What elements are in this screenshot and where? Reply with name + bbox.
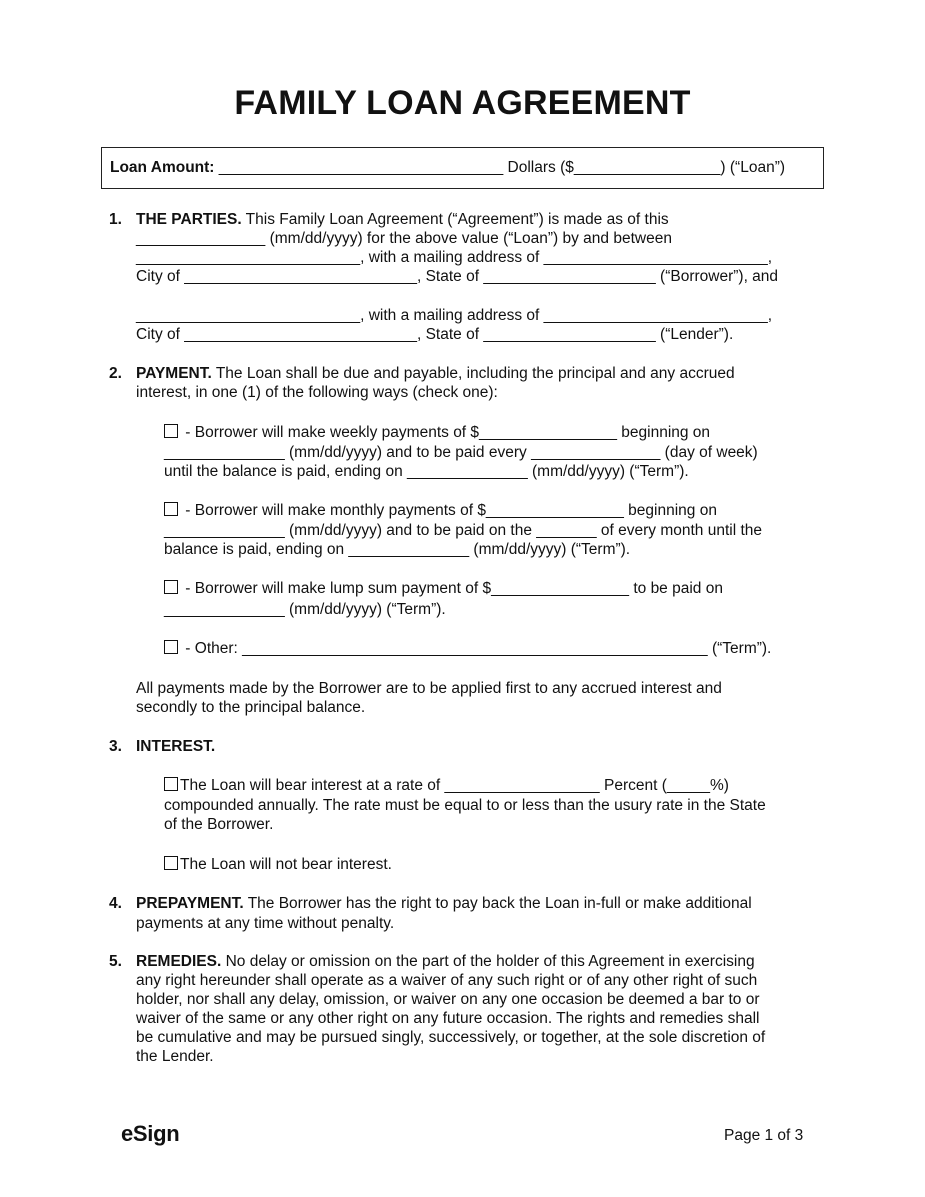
prepayment-line-2: payments at any time without penalty.: [136, 915, 395, 932]
payment-note-line-1: All payments made by the Borrower are to be applied first to any accrued interest and: [136, 680, 722, 697]
lump-sum-checkbox[interactable]: [164, 580, 178, 594]
parties-line-2[interactable]: _______________ (mm/dd/yyyy) for the above value (“Loan”) by and between: [136, 230, 672, 247]
parties-line-5[interactable]: __________________________, with a mailing address of __________________________,: [136, 307, 773, 324]
section-number: 1.: [109, 211, 122, 228]
weekly-payment-option[interactable]: - Borrower will make weekly payments of $________________ beginning on: [164, 424, 710, 442]
esign-logo: eSign: [121, 1121, 180, 1146]
parties-line-6[interactable]: City of ___________________________, State of ____________________ (“Lender”).: [136, 326, 734, 343]
no-interest-option[interactable]: The Loan will not bear interest.: [164, 856, 392, 874]
payment-line-1: PAYMENT. The Loan shall be due and payable, including the principal and any accrued: [136, 365, 735, 382]
parties-line-1: THE PARTIES. This Family Loan Agreement (“Agreement”) is made as of this: [136, 211, 669, 228]
parties-line-3[interactable]: __________________________, with a mailing address of __________________________,: [136, 249, 773, 266]
monthly-payment-option[interactable]: - Borrower will make monthly payments of $________________ beginning on: [164, 502, 717, 520]
payment-note-line-2: secondly to the principal balance.: [136, 699, 366, 716]
no-interest-checkbox[interactable]: [164, 856, 178, 870]
weekly-payment-line-3[interactable]: until the balance is paid, ending on ______________ (mm/dd/yyyy) (“Term”).: [164, 463, 689, 480]
other-option[interactable]: - Other: ______________________________________________________ (“Term”).: [164, 640, 771, 658]
interest-checkbox[interactable]: [164, 777, 178, 791]
lump-sum-line-2[interactable]: ______________ (mm/dd/yyyy) (“Term”).: [164, 601, 446, 618]
document-title: FAMILY LOAN AGREEMENT: [234, 84, 691, 122]
monthly-payment-line-2[interactable]: ______________ (mm/dd/yyyy) and to be paid on the _______ of every month until the: [164, 522, 763, 539]
section-heading: REMEDIES.: [136, 953, 222, 970]
remedies-line-2: any right hereunder shall operate as a waiver of any such right or of any other right of such: [136, 972, 758, 989]
section-heading: INTEREST.: [136, 738, 216, 755]
section-number: 4.: [109, 895, 122, 912]
other-checkbox[interactable]: [164, 640, 178, 654]
page-number: Page 1 of 3: [724, 1127, 804, 1144]
weekly-checkbox[interactable]: [164, 424, 178, 438]
remedies-line-6: the Lender.: [136, 1048, 214, 1065]
remedies-line-1: REMEDIES. No delay or omission on the part of the holder of this Agreement in exercising: [136, 953, 755, 970]
loan-amount-label: Loan Amount:: [110, 159, 215, 176]
monthly-payment-line-3[interactable]: balance is paid, ending on ______________ (mm/dd/yyyy) (“Term”).: [164, 541, 631, 558]
section-number: 2.: [109, 365, 122, 382]
section-number: 3.: [109, 738, 122, 755]
remedies-line-3: holder, nor shall any delay, omission, or waiver on any one occasion be deemed a bar to or: [136, 991, 760, 1008]
loan-amount-line: [110, 159, 785, 177]
remedies-line-5: be cumulative and may be pursued singly, successively, or together, at the sole discretion of: [136, 1029, 766, 1046]
loan-amount-fields[interactable]: _________________________________ Dollars ($_________________) (“Loan”): [214, 159, 786, 176]
section-heading: PREPAYMENT.: [136, 895, 244, 912]
prepayment-line-1: PREPAYMENT. The Borrower has the right to pay back the Loan in-full or make additional: [136, 895, 752, 912]
section-number: 5.: [109, 953, 122, 970]
payment-line-2: interest, in one (1) of the following ways (check one):: [136, 384, 498, 401]
interest-line-3: of the Borrower.: [164, 816, 274, 833]
interest-line-2: compounded annually. The rate must be equal to or less than the usury rate in the State: [164, 797, 766, 814]
monthly-checkbox[interactable]: [164, 502, 178, 516]
remedies-line-4: waiver of the same or any other right on any future occasion. The rights and remedies shall: [136, 1010, 760, 1027]
weekly-payment-line-2[interactable]: ______________ (mm/dd/yyyy) and to be paid every _______________ (day of week): [164, 444, 758, 461]
section-heading: PAYMENT.: [136, 365, 212, 382]
section-heading: THE PARTIES.: [136, 211, 242, 228]
parties-line-4[interactable]: City of ___________________________, State of ____________________ (“Borrower”), and: [136, 268, 779, 285]
lump-sum-option[interactable]: - Borrower will make lump sum payment of $________________ to be paid on: [164, 580, 723, 598]
interest-bearing-option[interactable]: The Loan will bear interest at a rate of __________________ Percent (_____%): [164, 777, 729, 795]
